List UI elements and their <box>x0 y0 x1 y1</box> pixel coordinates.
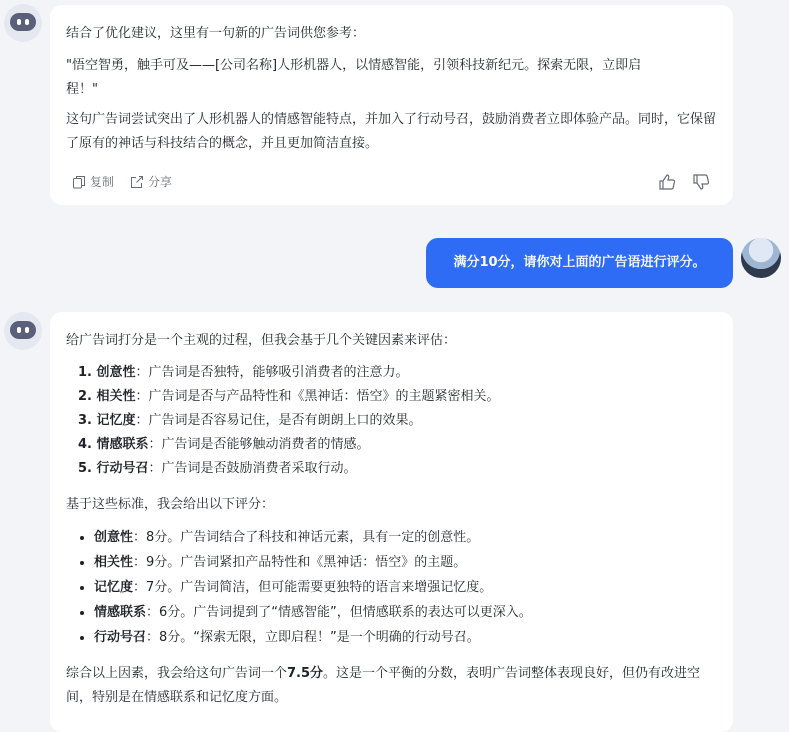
assistant-message-1 <box>50 5 733 205</box>
user-avatar <box>741 238 781 278</box>
assistant-avatar <box>4 4 42 42</box>
message-intro: 结合了优化建议，这里有一句新的广告词供您参考： <box>66 26 366 41</box>
slogan-text: "悟空智勇，触手可及——[公司名称]人形机器人，以情感智能，引领科技新纪元。探索无限，立即启 程！" <box>66 58 642 97</box>
list-item: • 记忆度：7分。广告词简洁，但可能需要更独特的语言来增强记忆度。 <box>94 575 717 600</box>
copy-label: 复制 <box>90 175 115 189</box>
list-item: • 行动号召：8分。“探索无限，立即启程！”是一个明确的行动号召。 <box>94 625 717 650</box>
share-label: 分享 <box>148 175 173 189</box>
thumbs-up-icon <box>658 173 676 191</box>
share-button[interactable] <box>130 173 172 190</box>
message-actions <box>72 173 711 193</box>
assistant-avatar <box>4 312 42 350</box>
user-message: 满分10分，请你对上面的广告语进行评分。 <box>426 238 733 288</box>
copy-button[interactable] <box>72 173 114 190</box>
list-item: 1. 创意性：广告词是否独特，能够吸引消费者的注意力。 <box>78 365 409 380</box>
copy-icon <box>72 175 86 189</box>
scores-list <box>66 525 717 650</box>
share-icon <box>130 175 144 189</box>
like-button[interactable] <box>658 173 676 191</box>
list-item: 5. 行动号召：广告词是否鼓励消费者采取行动。 <box>78 461 357 476</box>
evaluation-intro: 给广告词打分是一个主观的过程，但我会基于几个关键因素来评估： <box>66 333 457 348</box>
scoring-intro: 基于这些标准，我会给出以下评分： <box>66 497 275 512</box>
list-item: 4. 情感联系：广告词是否能够触动消费者的情感。 <box>78 437 370 452</box>
dislike-button[interactable] <box>692 173 710 191</box>
thumbs-down-icon <box>692 173 710 191</box>
list-item: • 创意性：8分。广告词结合了科技和神话元素，具有一定的创意性。 <box>94 525 717 550</box>
list-item: 2. 相关性：广告词是否与产品特性和《黑神话：悟空》的主题紧密相关。 <box>78 389 500 404</box>
summary-text: 综合以上因素，我会给这句广告词一个7.5分。这是一个平衡的分数，表明广告词整体表现良好，但仍有改进空间，特别是在情感联系和记忆度方面。 <box>66 666 701 705</box>
explanation-text: 这句广告词尝试突出了人形机器人的情感智能特点，并加入了行动号召，鼓励消费者立即体验产品。同时，它保留了原有的神话与科技结合的概念，并且更加简洁直接。 <box>66 112 717 151</box>
assistant-message-2 <box>50 312 733 732</box>
criteria-list <box>66 361 717 481</box>
list-item: 3. 记忆度：广告词是否容易记住，是否有朗朗上口的效果。 <box>78 413 422 428</box>
list-item: • 相关性：9分。广告词紧扣产品特性和《黑神话：悟空》的主题。 <box>94 550 717 575</box>
list-item: • 情感联系：6分。广告词提到了“情感智能”，但情感联系的表达可以更深入。 <box>94 600 717 625</box>
